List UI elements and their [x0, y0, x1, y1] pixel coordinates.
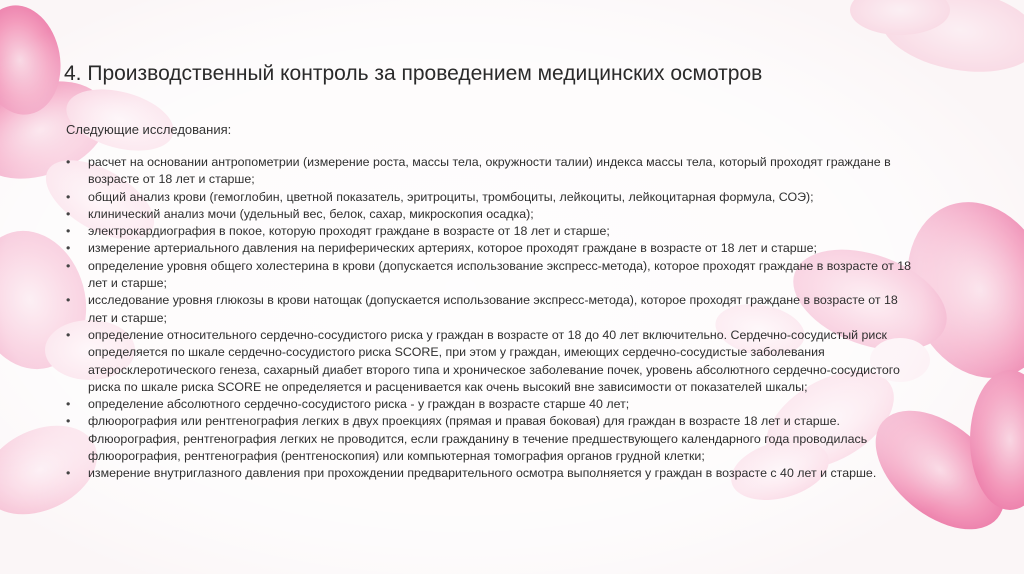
- list-item: • общий анализ крови (гемоглобин, цветной показатель, эритроциты, тромбоциты, лейкоциты, лейкоцитарная формула, СОЭ);: [66, 189, 916, 206]
- bullet-list: [66, 154, 916, 483]
- slide-title: 4. Производственный контроль за проведением медицинских осмотров: [64, 62, 763, 85]
- list-item: • флюорография или рентгенография легких в двух проекциях (прямая и правая боковая) для граждан в возрасте 18 лет и старше. Флюорография, рентгенография легких не проводится, если гражданину в течение предшествующего календарного года проводилась флюорография, рентгенография (рентгеноскопия) или компьютерная томография органов грудной клетки;: [66, 413, 916, 465]
- intro-text: Следующие исследования:: [66, 122, 232, 137]
- list-item: • измерение внутриглазного давления при прохождении предварительного осмотра выполняется у граждан в возрасте с 40 лет и старше.: [66, 465, 916, 482]
- list-item: • измерение артериального давления на периферических артериях, которое проходят граждане в возрасте от 18 лет и старше;: [66, 240, 916, 257]
- list-item: • клинический анализ мочи (удельный вес, белок, сахар, микроскопия осадка);: [66, 206, 916, 223]
- list-item: • исследование уровня глюкозы в крови натощак (допускается использование экспресс-метода), которое проходят граждане в возрасте от 18 лет и старше;: [66, 292, 916, 327]
- list-item: • электрокардиография в покое, которую проходят граждане в возрасте от 18 лет и старше;: [66, 223, 916, 240]
- list-item: • определение относительного сердечно-сосудистого риска у граждан в возрасте от 18 до 40 лет включительно. Сердечно-сосудистый риск определяется по шкале сердечно-сосудистого риска SCORE, при этом у граждан, имеющих сердечно-сосудистые заболевания атеросклеротического генеза, сахарный диабет второго типа и хроническое заболевание почек, уровень абсолютного сердечно-сосудистого риска по шкале риска SCORE не определяется и расценивается как очень высокий вне зависимости от показателей шкалы;: [66, 327, 916, 396]
- list-item: • расчет на основании антропометрии (измерение роста, массы тела, окружности талии) индекса массы тела, который проходят граждане в возрасте от 18 лет и старше;: [66, 154, 916, 189]
- list-item: • определение уровня общего холестерина в крови (допускается использование экспресс-метода), которое проходят граждане в возрасте от 18 лет и старше;: [66, 258, 916, 293]
- list-item: • определение абсолютного сердечно-сосудистого риска - у граждан в возрасте старше 40 лет;: [66, 396, 916, 413]
